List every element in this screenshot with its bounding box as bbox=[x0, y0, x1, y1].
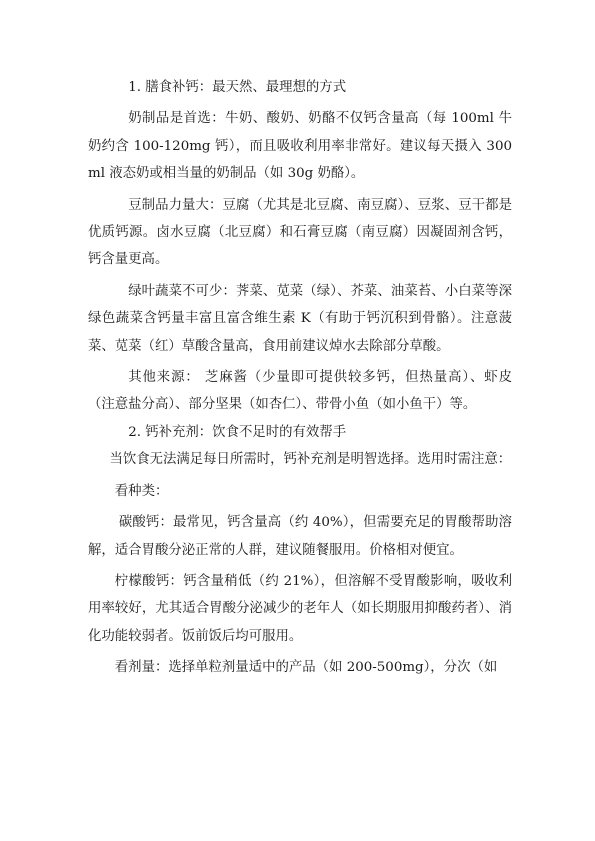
paragraph-supplement-intro: 当饮食无法满足每日所需时，钙补充剂是明智选择。选用时需注意： bbox=[109, 452, 512, 468]
paragraph-dosage: 看剂量：选择单粒剂量适中的产品（如 200-500mg），分次（如 bbox=[114, 660, 498, 676]
section-heading-supplements: 2. 钙补充剂：饮食不足时的有效帮手 bbox=[128, 424, 347, 440]
paragraph-dairy: 奶制品是首选：牛奶、酸奶、奶酪不仅钙含量高（每 100ml 牛奶约含 100-120mg 钙），而且吸收利用率非常好。建议每天摄入 300ml 液态奶或相当量的奶制品（如 30g 奶酪）。 bbox=[88, 111, 512, 182]
paragraph-other-sources: 其他来源： 芝麻酱（少量即可提供较多钙，但热量高）、虾皮（注意盐分高）、部分坚果（如杏仁）、带骨小鱼（如小鱼干）等。 bbox=[88, 370, 512, 413]
paragraph-soy: 豆制品力量大：豆腐（尤其是北豆腐、南豆腐）、豆浆、豆干都是优质钙源。卤水豆腐（北豆腐）和石膏豆腐（南豆腐）因凝固剂含钙，钙含量更高。 bbox=[88, 197, 512, 268]
document-body bbox=[88, 74, 512, 682]
paragraph-calcium-carbonate: 碳酸钙：最常见，钙含量高（约 40%），但需要充足的胃酸帮助溶解，适合胃酸分泌正常的人群，建议随餐服用。价格相对便宜。 bbox=[88, 515, 512, 558]
paragraph-calcium-citrate: 柠檬酸钙：钙含量稍低（约 21%），但溶解不受胃酸影响，吸收利用率较好，尤其适合胃酸分泌减少的老年人（如长期服用抑酸药者）、消化功能较弱者。饭前饭后均可服用。 bbox=[88, 573, 512, 644]
paragraph-leafy-greens: 绿叶蔬菜不可少：荠菜、苋菜（绿）、芥菜、油菜苔、小白菜等深绿色蔬菜含钙量丰富且富含维生素 K（有助于钙沉积到骨骼）。注意菠菜、苋菜（红）草酸含量高，食用前建议焯水去除部分草酸。 bbox=[88, 283, 512, 354]
subheading-types: 看种类： bbox=[114, 483, 169, 499]
section-heading-dietary-calcium: 1. 膳食补钙：最天然、最理想的方式 bbox=[128, 80, 347, 95]
